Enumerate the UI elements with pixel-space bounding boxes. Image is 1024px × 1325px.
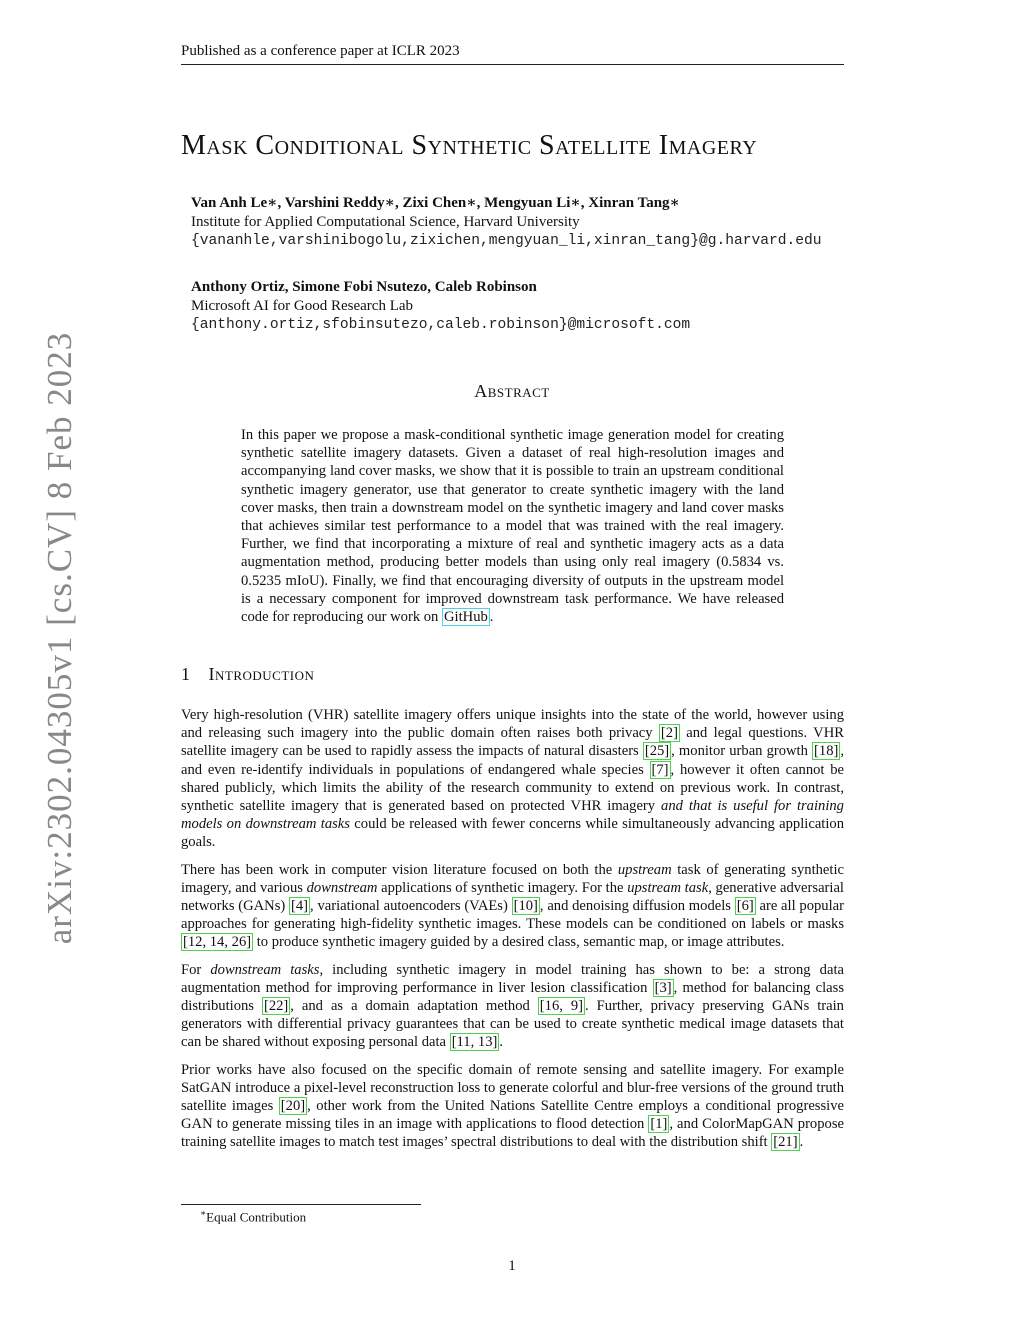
footnote-text: Equal Contribution [206,1209,307,1225]
citation-link[interactable]: [16, 9] [539,998,584,1015]
abstract-body: In this paper we propose a mask-conditional synthetic image generation model for creating synthetic satellite imagery datasets. Given a dataset of real high-resolution images and accompanying land cover masks, we show that it is possible to train an upstream conditional synthetic imagery generator, use that generator to create synthetic imagery with the land cover masks, then train a downstream model on the synthetic imagery and land cover masks that achieves similar test performance to a model that was trained with the real imagery. Further, we find that incorporating a mixture of real and synthetic imagery acts as a data augmentation method, producing better models than using only real imagery (0.5834 vs. 0.5235 mIoU). Finally, we find that encouraging diversity of outputs in the upstream model is a necessary component for improved downstream task performance. We have released code for reproducing our work on [241,427,784,626]
author-group-harvard [191,194,891,251]
citation-link[interactable]: [7] [651,761,669,778]
author-emails: {vananhle,varshinibogolu,zixichen,mengyuan_li,xinran_tang}@g.harvard.edu [191,233,822,249]
section-title: Introduction [208,664,315,684]
citation-link[interactable]: [20] [280,1098,306,1115]
paragraph: Very high-resolution (VHR) satellite imagery offers unique insights into the state of the world, however using and releasing such imagery into the public domain often raises both privacy [2] and legal questions. VHR satellite imagery can be used to rapidly assess the impacts of natural disasters [25] , monitor urban growth [18] , and even re-identify individuals in populations of endangered whale species [7] , however it often cannot be shared publicly, which limits the ability of the research community to extend on previous work. In contrast, synthetic satellite imagery that is generated based on protected VHR imagery and that is useful for training models on downstream tasks could be released with fewer concerns while simultaneously advancing application goals. [181,707,845,851]
citation-link[interactable]: [3] [654,979,672,996]
paragraph: Prior works have also focused on the specific domain of remote sensing and satellite imagery. For example SatGAN introduce a pixel-level reconstruction loss to generate colorful and blur-free versions of the ground truth satellite images [20] , other work from the United Nations Satellite Centre employs a conditional progressive GAN to generate missing tiles in an image with applications to flood detection [1] , and ColorMapGAN propose training satellite images to match test images’ spectral distributions to deal with the distribution shift [21] . [181,1061,844,1151]
citation-link[interactable]: [10] [513,898,538,915]
footnote-divider [181,1204,421,1205]
arxiv-identifier: arXiv:2302.04305v1 [cs.CV] 8 Feb 2023 [40,331,79,945]
citation-link[interactable]: [12, 14, 26] [183,934,252,951]
citation-link[interactable]: [2] [660,725,678,742]
footnote [200,1208,306,1225]
citation-link[interactable]: [11, 13] [451,1034,498,1051]
citation-link[interactable]: [25] [644,743,670,760]
paper-title: Mask Conditional Synthetic Satellite Imagery [181,130,758,161]
introduction-body [181,706,844,1161]
author-names: Van Anh Le∗, Varshini Reddy∗, Zixi Chen∗, Mengyuan Li∗, Xinran Tang∗ [191,195,680,211]
citation-link[interactable]: [6] [736,898,754,915]
author-group-microsoft [191,278,891,335]
citation-link[interactable]: [4] [291,898,309,915]
author-names: Anthony Ortiz, Simone Fobi Nsutezo, Caleb Robinson [191,279,537,295]
github-link[interactable]: GitHub [444,609,488,626]
citation-link[interactable]: [21] [773,1134,798,1151]
footnote-mark: ∗ [200,1208,207,1218]
citation-link[interactable]: [22] [263,998,289,1015]
abstract-text [241,426,784,626]
citation-link[interactable]: [18] [814,743,839,760]
paragraph: There has been work in computer vision literature focused on both the upstream task of generating synthetic imagery, and various downstream applications of synthetic imagery. For the upstream task, generative adversarial networks (GANs) [4] , variational autoencoders (VAEs) [10] , and denoising diffusion models [6] are all popular approaches for generating high-fidelity synthetic images. These models can be conditioned on labels or masks [12, 14, 26] to produce synthetic imagery guided by a desired class, semantic map, or image attributes. [181,861,844,951]
page-number: 1 [508,1258,516,1274]
running-header: Published as a conference paper at ICLR 2023 [181,43,844,65]
abstract-heading: Abstract [474,381,550,401]
abstract-end: . [489,609,494,626]
paragraph: For downstream tasks, including synthetic imagery in model training has shown to be: a strong data augmentation method for improving performance in liver lesion classification [3] , method for balancing class distributions [22] , and as a domain adaptation method [16, 9] . Further, privacy preserving GANs train generators with differential privacy guarantees that can be used to create synthetic medical image datasets that can be shared without exposing personal data [11, 13] . [181,961,844,1051]
affiliation: Institute for Applied Computational Science, Harvard University [191,214,580,230]
author-emails: {anthony.ortiz,sfobinsutezo,caleb.robinson}@microsoft.com [191,317,691,333]
affiliation: Microsoft AI for Good Research Lab [191,298,414,314]
section-number: 1 [181,664,191,684]
section-heading-introduction [181,664,314,685]
citation-link[interactable]: [1] [650,1116,668,1133]
